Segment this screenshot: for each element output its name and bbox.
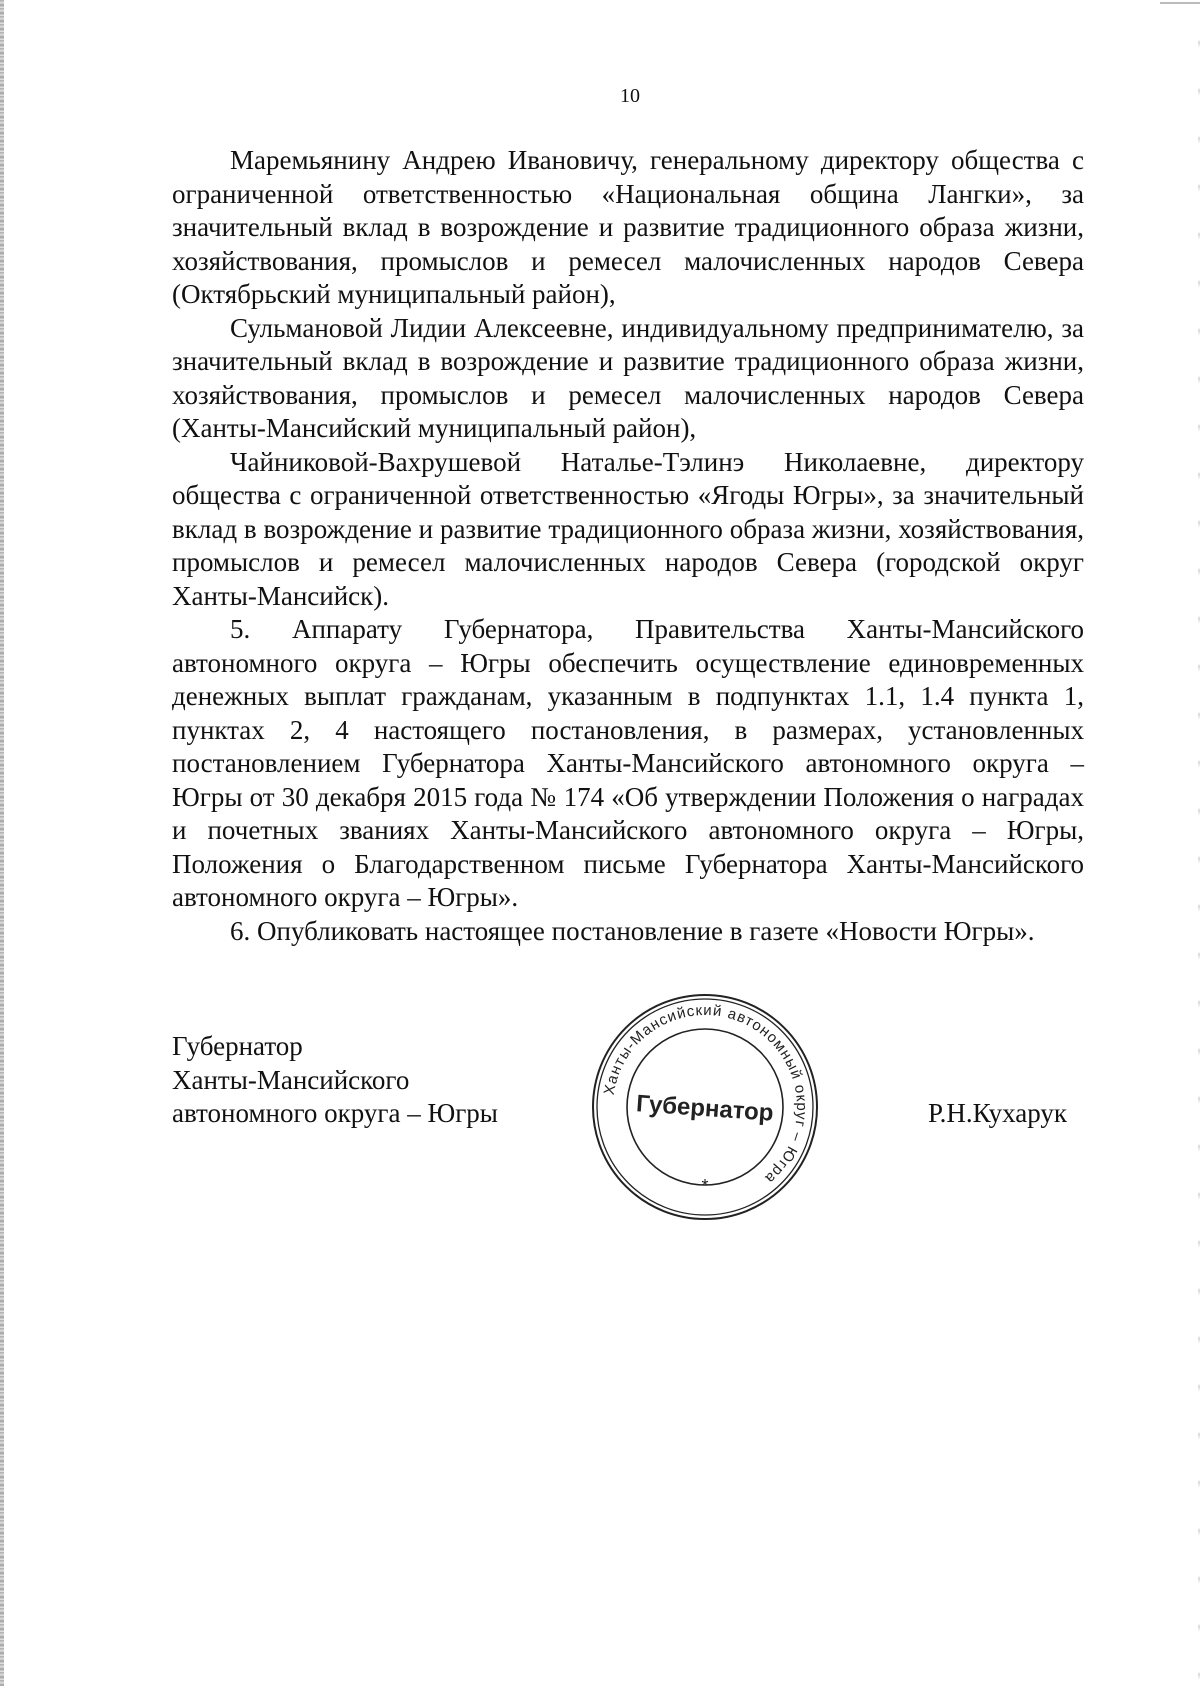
seal-star-icon: * bbox=[701, 1176, 709, 1196]
scan-edge-top bbox=[1160, 2, 1200, 4]
signatory-name: Р.Н.Кухарук bbox=[928, 1098, 1068, 1128]
paragraph-item-6: 6. Опубликовать настоящее постановление в газете «Новости Югры». bbox=[230, 915, 1035, 946]
seal-ring-text: Ханты-Мансийский автономный округ – Югра bbox=[600, 1001, 811, 1188]
signatory-title-line: Губернатор bbox=[172, 1031, 303, 1061]
paragraph-award-maremyanin: Маремьянину Андрею Ивановичу, генеральному директору общества с ограниченной ответственностью «Национальная община Лангки», за значительный вклад в возрождение и развитие традиционного образа жизни, хозяйствования, промыслов и ремесел малочисленных народов Севера (Октябрьский муниципальный район), bbox=[172, 145, 1084, 309]
scan-edge-left bbox=[0, 0, 4, 1686]
paragraph-award-chaynikova: Чайниковой-Вахрушевой Наталье-Тэлинэ Николаевне, директору общества с ограниченной ответственностью «Ягоды Югры», за значительный вклад в возрождение и развитие традиционного образа жизни, хозяйствования, промыслов и ремесел малочисленных народов Севера (городской округ Ханты-Мансийск). bbox=[172, 446, 1084, 611]
seal-center-text: Губернатор bbox=[635, 1090, 775, 1127]
paragraph-item-5: 5. Аппарату Губернатора, Правительства Ханты-Мансийского автономного округа – Югры обеспечить осуществление единовременных денежных выплат гражданам, указанным в подпунктах 1.1, 1.4 пункта 1, пунктах 2, 4 настоящего постановления, в размерах, установленных постановлением Губернатора Ханты-Мансийского автономного округа – Югры от 30 декабря 2015 года № 174 «Об утверждении Положения о наградах и почетных званиях Ханты-Мансийского автономного округа – Югры, Положения о Благодарственном письме Губернатора Ханты-Мансийского автономного округа – Югры». bbox=[172, 614, 1084, 912]
official-seal bbox=[590, 992, 820, 1222]
signatory-title-line: Ханты-Мансийского bbox=[172, 1064, 410, 1095]
paragraph-award-sulmanova: Сульмановой Лидии Алексеевне, индивидуальному предпринимателю, за значительный вклад в возрождение и развитие традиционного образа жизни, хозяйствования, промыслов и ремесел малочисленных народов Севера (Ханты-Мансийский муниципальный район), bbox=[172, 312, 1084, 443]
signatory-title bbox=[172, 1030, 498, 1131]
signatory-title-line: автономного округа – Югры bbox=[172, 1098, 498, 1128]
page-number: 10 bbox=[620, 85, 640, 107]
document-body bbox=[172, 144, 1084, 948]
